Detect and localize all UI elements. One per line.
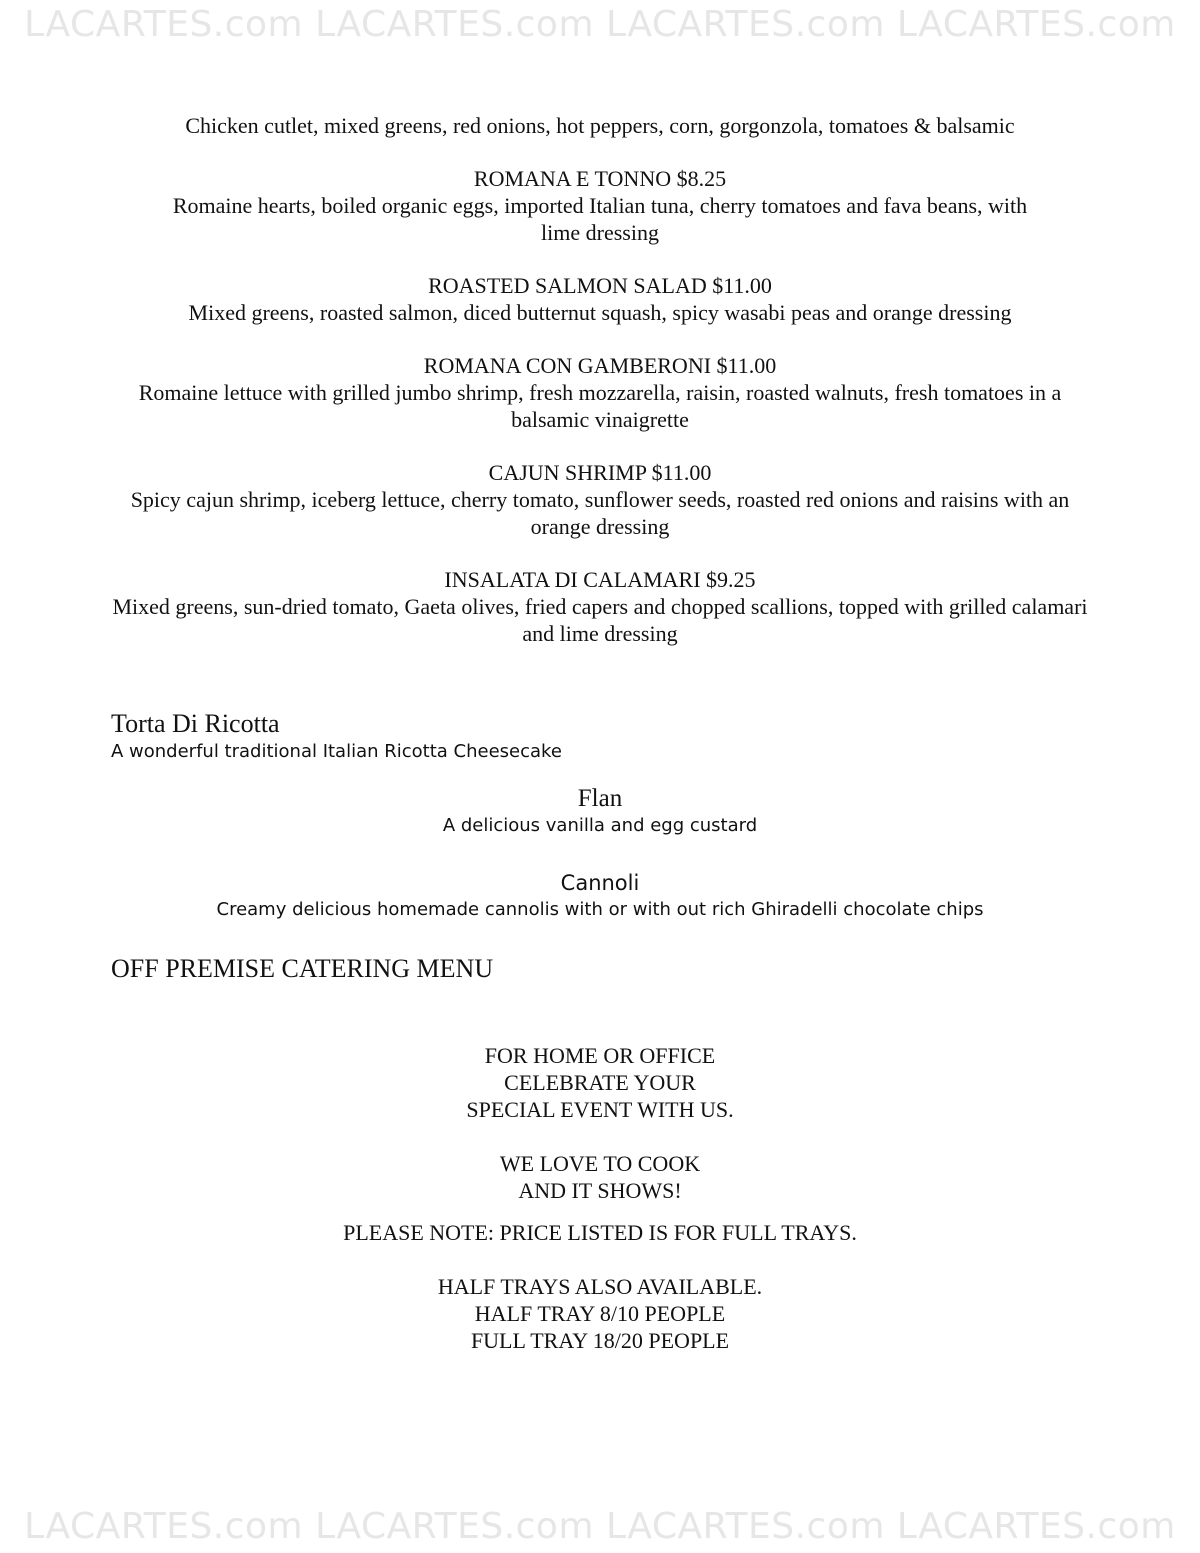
dessert-description: A delicious vanilla and egg custard bbox=[442, 815, 758, 836]
catering-tray-info bbox=[100, 1273, 1100, 1354]
catering-slogan bbox=[100, 1150, 1100, 1204]
catering-line: AND IT SHOWS! bbox=[518, 1178, 682, 1203]
salad-title: ROASTED SALMON SALAD $11.00 bbox=[428, 273, 772, 298]
watermark-top: LACARTES.com LACARTES.com LACARTES.com LACARTES.com bbox=[24, 4, 1176, 45]
catering-line: HALF TRAY 8/10 PEOPLE bbox=[474, 1301, 726, 1326]
catering-intro bbox=[100, 1042, 1100, 1123]
salad-description: Romaine hearts, boiled organic eggs, imported Italian tuna, cherry tomatoes and fava beans, with lime dressing bbox=[172, 193, 1028, 245]
dessert-cannoli bbox=[100, 868, 1100, 922]
salad-description: Spicy cajun shrimp, iceberg lettuce, cherry tomato, sunflower seeds, roasted red onions and raisins with an orange dressing bbox=[130, 487, 1070, 539]
dessert-title: Cannoli bbox=[560, 871, 640, 895]
salad-list bbox=[100, 112, 1100, 673]
watermark-bottom: LACARTES.com LACARTES.com LACARTES.com LACARTES.com bbox=[24, 1506, 1176, 1547]
dessert-torta-di-ricotta bbox=[111, 708, 562, 764]
salad-item bbox=[100, 112, 1100, 139]
salad-title: ROMANA E TONNO $8.25 bbox=[473, 166, 727, 191]
catering-heading: OFF PREMISE CATERING MENU bbox=[111, 954, 494, 983]
salad-item bbox=[100, 566, 1100, 647]
catering-line: PLEASE NOTE: PRICE LISTED IS FOR FULL TRAYS. bbox=[343, 1220, 857, 1245]
dessert-flan bbox=[100, 784, 1100, 838]
dessert-title: Torta Di Ricotta bbox=[111, 709, 280, 738]
catering-line: CELEBRATE YOUR bbox=[504, 1070, 696, 1095]
salad-description: Romaine lettuce with grilled jumbo shrimp, fresh mozzarella, raisin, roasted walnuts, fresh tomatoes in a balsamic vinaigrette bbox=[138, 380, 1062, 432]
catering-note bbox=[100, 1219, 1100, 1246]
salad-title: INSALATA DI CALAMARI $9.25 bbox=[444, 567, 756, 592]
catering-line: SPECIAL EVENT WITH US. bbox=[466, 1097, 734, 1122]
catering-line: HALF TRAYS ALSO AVAILABLE. bbox=[437, 1274, 763, 1299]
dessert-title: Flan bbox=[577, 785, 623, 812]
salad-description: Chicken cutlet, mixed greens, red onions, hot peppers, corn, gorgonzola, tomatoes & balsamic bbox=[185, 113, 1015, 138]
salad-item bbox=[100, 165, 1100, 246]
catering-line: WE LOVE TO COOK bbox=[499, 1151, 701, 1176]
salad-description: Mixed greens, sun-dried tomato, Gaeta olives, fried capers and chopped scallions, topped with grilled calamari and lime dressing bbox=[112, 594, 1088, 646]
salad-item bbox=[100, 352, 1100, 433]
salad-title: CAJUN SHRIMP $11.00 bbox=[488, 460, 712, 485]
catering-line: FOR HOME OR OFFICE bbox=[484, 1043, 716, 1068]
salad-title: ROMANA CON GAMBERONI $11.00 bbox=[423, 353, 777, 378]
catering-line: FULL TRAY 18/20 PEOPLE bbox=[470, 1328, 730, 1353]
salad-item bbox=[100, 272, 1100, 326]
salad-description: Mixed greens, roasted salmon, diced butternut squash, spicy wasabi peas and orange dressing bbox=[188, 300, 1012, 325]
salad-item bbox=[100, 459, 1100, 540]
dessert-description: A wonderful traditional Italian Ricotta Cheesecake bbox=[111, 741, 562, 762]
dessert-description: Creamy delicious homemade cannolis with or with out rich Ghiradelli chocolate chips bbox=[216, 899, 984, 920]
